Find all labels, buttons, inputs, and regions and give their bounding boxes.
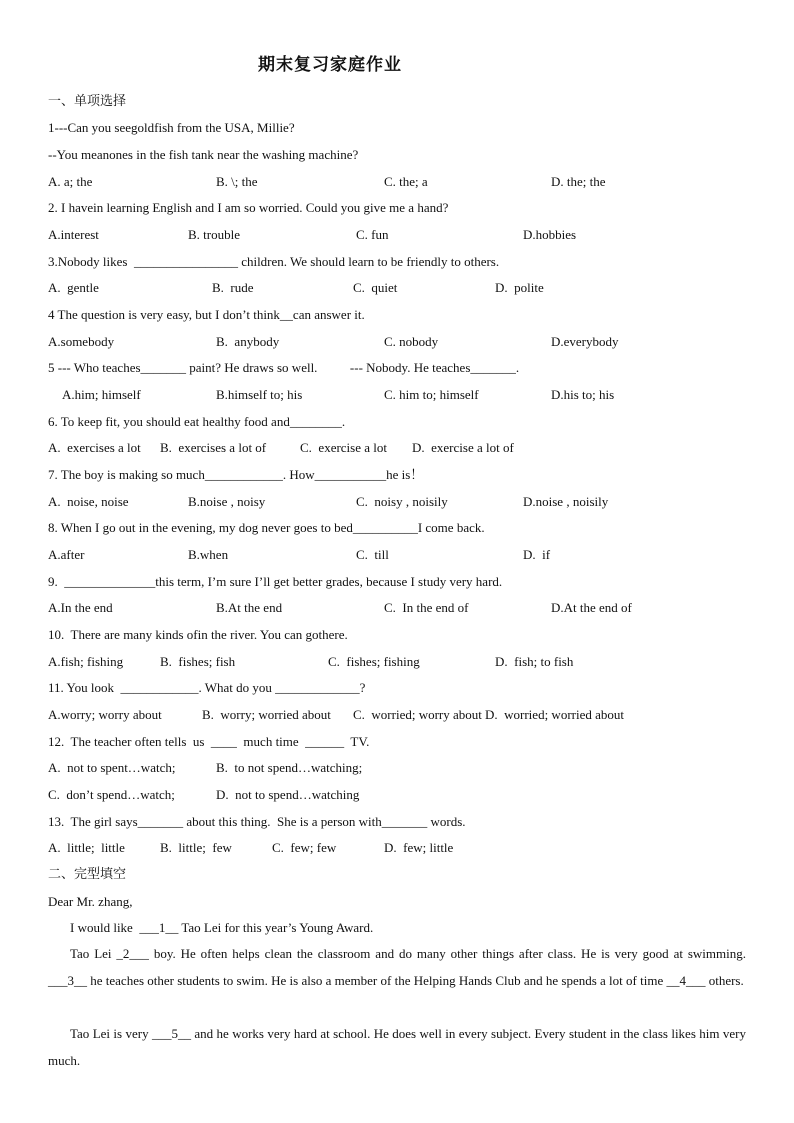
question-1-reply: --You meanones in the fish tank near the washing machine? bbox=[48, 147, 359, 162]
question-8-stem: 8. When I go out in the evening, my dog never goes to bed__________I come back. bbox=[48, 520, 485, 535]
question-3-stem: 3.Nobody likes ________________ children. We should learn to be friendly to others. bbox=[48, 254, 500, 269]
q7-option-c: C. noisy , noisily bbox=[356, 494, 448, 509]
q1-option-d: D. the; the bbox=[551, 174, 606, 189]
question-13-stem: 13. The girl says_______ about this thing. She is a person with_______ words. bbox=[48, 814, 466, 829]
q10-option-d: D. fish; to fish bbox=[495, 654, 574, 669]
question-1-stem: 1---Can you seegoldfish from the USA, Millie? bbox=[48, 120, 295, 135]
q8-option-c: C. till bbox=[356, 547, 389, 562]
q10-option-c: C. fishes; fishing bbox=[328, 654, 420, 669]
q10-option-a: A.fish; fishing bbox=[48, 654, 124, 669]
q6-option-a: A. exercises a lot bbox=[48, 440, 141, 455]
q9-option-a: A.In the end bbox=[48, 600, 113, 615]
q11-option-c: C. worried; worry about bbox=[353, 707, 482, 722]
q7-option-a: A. noise, noise bbox=[48, 494, 129, 509]
q4-option-a: A.somebody bbox=[48, 334, 115, 349]
q3-option-c: C. quiet bbox=[353, 280, 398, 295]
q5-option-b: B.himself to; his bbox=[216, 387, 303, 402]
question-9-stem: 9. ______________this term, I’m sure I’ll get better grades, because I study very hard. bbox=[48, 574, 503, 589]
q5-option-a: A.him; himself bbox=[62, 387, 141, 402]
question-4-stem: 4 The question is very easy, but I don’t think__can answer it. bbox=[48, 307, 365, 322]
q11-option-b: B. worry; worried about bbox=[202, 707, 331, 722]
question-12-stem: 12. The teacher often tells us ____ much time ______ TV. bbox=[48, 734, 370, 749]
q13-option-a: A. little; little bbox=[48, 840, 125, 855]
question-7-stem: 7. The boy is making so much____________. How___________he is！ bbox=[48, 467, 424, 482]
q8-option-d: D. if bbox=[523, 547, 551, 562]
q5-option-c: C. him to; himself bbox=[384, 387, 479, 402]
q4-option-b: B. anybody bbox=[216, 334, 280, 349]
question-10-stem: 10. There are many kinds ofin the river. You can gothere. bbox=[48, 627, 348, 642]
cloze-paragraph-3: Tao Lei is very ___5__ and he works very hard at school. He does well in every subject. Every student in the class likes him very much. bbox=[48, 1026, 746, 1068]
q1-option-b: B. \; the bbox=[216, 174, 258, 189]
q6-option-c: C. exercise a lot bbox=[300, 440, 387, 455]
question-11-stem: 11. You look ____________. What do you _____________? bbox=[48, 680, 366, 695]
q2-option-d: D.hobbies bbox=[523, 227, 577, 242]
q10-option-b: B. fishes; fish bbox=[160, 654, 236, 669]
q9-option-b: B.At the end bbox=[216, 600, 283, 615]
q6-option-b: B. exercises a lot of bbox=[160, 440, 267, 455]
q8-option-a: A.after bbox=[48, 547, 85, 562]
q2-option-a: A.interest bbox=[48, 227, 99, 242]
cloze-first-line: I would like ___1__ Tao Lei for this year’s Young Award. bbox=[70, 920, 374, 935]
q3-option-b: B. rude bbox=[212, 280, 254, 295]
q12-option-d: D. not to spend…watching bbox=[216, 787, 360, 802]
q13-option-b: B. little; few bbox=[160, 840, 232, 855]
q5-option-d: D.his to; his bbox=[551, 387, 615, 402]
q6-option-d: D. exercise a lot of bbox=[412, 440, 514, 455]
q9-option-c: C. In the end of bbox=[384, 600, 469, 615]
q12-option-a: A. not to spent…watch; bbox=[48, 760, 176, 775]
q7-option-b: B.noise , noisy bbox=[188, 494, 266, 509]
q13-option-d: D. few; little bbox=[384, 840, 454, 855]
section-heading-cloze: 二、完型填空 bbox=[48, 867, 127, 882]
q8-option-b: B.when bbox=[188, 547, 229, 562]
q3-option-a: A. gentle bbox=[48, 280, 99, 295]
q13-option-c: C. few; few bbox=[272, 840, 337, 855]
q9-option-d: D.At the end of bbox=[551, 600, 632, 615]
q12-option-c: C. don’t spend…watch; bbox=[48, 787, 175, 802]
question-2-stem: 2. I havein learning English and I am so worried. Could you give me a hand? bbox=[48, 200, 449, 215]
q3-option-d: D. polite bbox=[495, 280, 544, 295]
question-5-stem: 5 --- Who teaches_______ paint? He draws so well. --- Nobody. He teaches_______. bbox=[48, 360, 520, 375]
q4-option-c: C. nobody bbox=[384, 334, 439, 349]
q11-option-a: A.worry; worry about bbox=[48, 707, 162, 722]
q1-option-a: A. a; the bbox=[48, 174, 93, 189]
q4-option-d: D.everybody bbox=[551, 334, 619, 349]
section-heading-multiple-choice: 一、单项选择 bbox=[48, 94, 127, 109]
question-6-stem: 6. To keep fit, you should eat healthy food and________. bbox=[48, 414, 346, 429]
q7-option-d: D.noise , noisily bbox=[523, 494, 609, 509]
q11-option-d: D. worried; worried about bbox=[485, 707, 624, 722]
cloze-paragraph-2: Tao Lei _2___ boy. He often helps clean the classroom and do many other things after class. He is very good at swimming. ___3__ he teaches other students to swim. He is also a member of the Helping Hands Club and he spends a lot of time __4___ others. bbox=[48, 946, 746, 988]
q1-option-c: C. the; a bbox=[384, 174, 428, 189]
q2-option-c: C. fun bbox=[356, 227, 389, 242]
q2-option-b: B. trouble bbox=[188, 227, 240, 242]
page-title: 期末复习家庭作业 bbox=[258, 55, 402, 75]
q12-option-b: B. to not spend…watching; bbox=[216, 760, 363, 775]
cloze-greeting: Dear Mr. zhang, bbox=[48, 894, 133, 909]
